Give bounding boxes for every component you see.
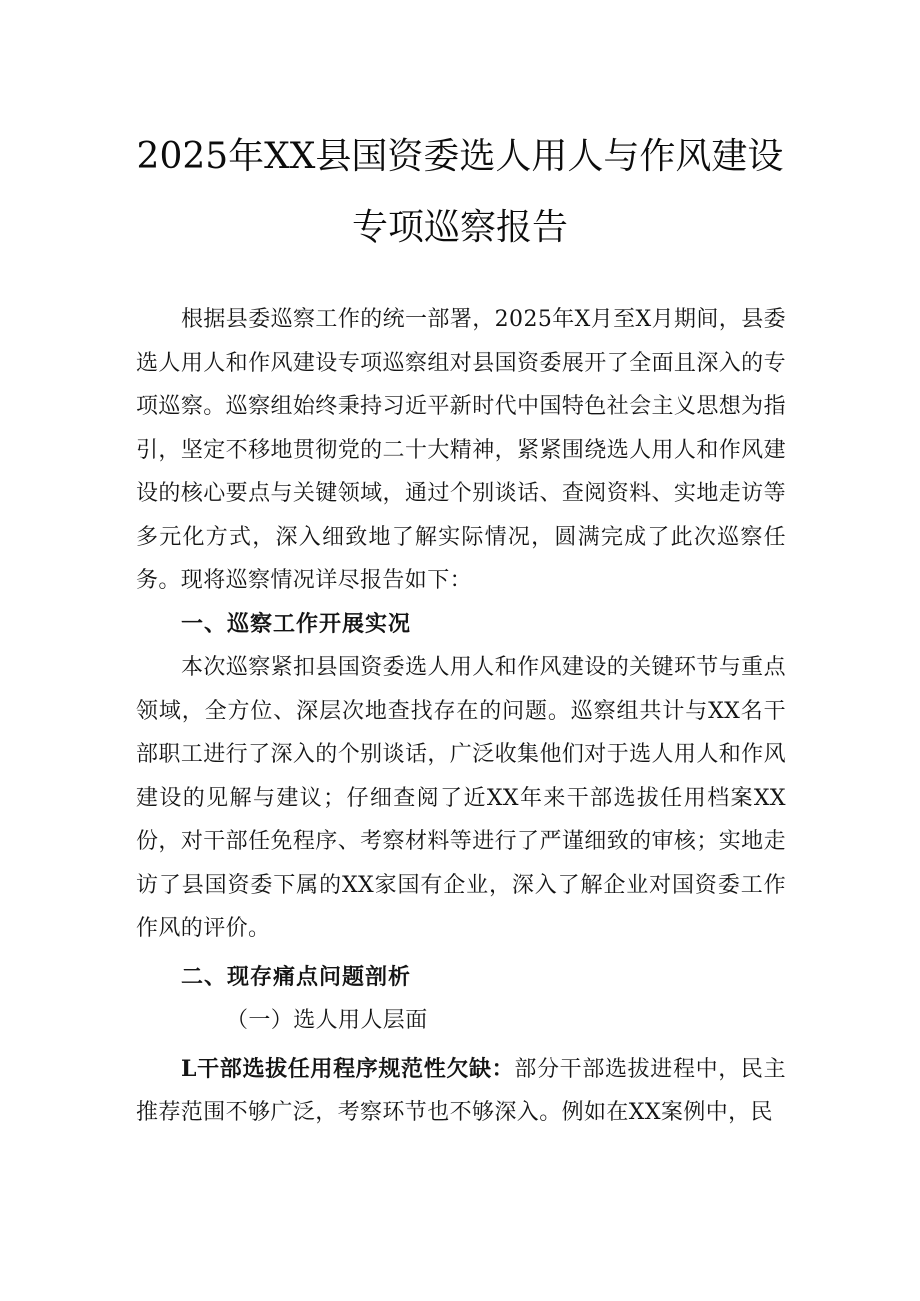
item-1-text: 部分干部选拔进程中，民主推荐范围不够广泛，考察环节也不够深入。例如在XX案例中，民 xyxy=(136,1056,786,1125)
document-title-line-2: 专项巡察报告 xyxy=(351,207,568,248)
subsection-1-heading: （一）选人用人层面 xyxy=(226,1008,428,1033)
document-body xyxy=(136,298,786,1135)
section-1-paragraph: 本次巡察紧扣县国资委选人用人和作风建设的关键环节与重点领域，全方位、深层次地查找存在的问题。巡察组共计与XX名干部职工进行了深入的个别谈话，广泛收集他们对于选人用人和作风建设的见解与建议；仔细查阅了近XX年来干部选拔任用档案XX份，对干部任免程序、考察材料等进行了严谨细致的审核；实地走访了县国资委下属的XX家国有企业，深入了解企业对国资委工作作风的评价。 xyxy=(136,655,786,941)
item-1-lead: L干部选拔任用程序规范性欠缺： xyxy=(181,1055,515,1082)
intro-paragraph: 根据县委巡察工作的统一部署，2025年X月至X月期间，县委选人用人和作风建设专项巡察组对县国资委展开了全面且深入的专项巡察。巡察组始终秉持习近平新时代中国特色社会主义思想为指引，坚定不移地贯彻党的二十大精神，紧紧围绕选人用人和作风建设的核心要点与关键领域，通过个别谈话、查阅资料、实地走访等多元化方式，深入细致地了解实际情况，圆满完成了此次巡察任务。现将巡察情况详尽报告如下： xyxy=(136,307,786,593)
section-1-heading: 一、巡察工作开展实况 xyxy=(181,610,412,637)
document-title-line-1: 2025年XX县国资委选人用人与作风建设 xyxy=(136,136,784,177)
section-2-heading: 二、现存痛点问题剖析 xyxy=(181,963,412,990)
item-1-paragraph xyxy=(136,1048,786,1135)
